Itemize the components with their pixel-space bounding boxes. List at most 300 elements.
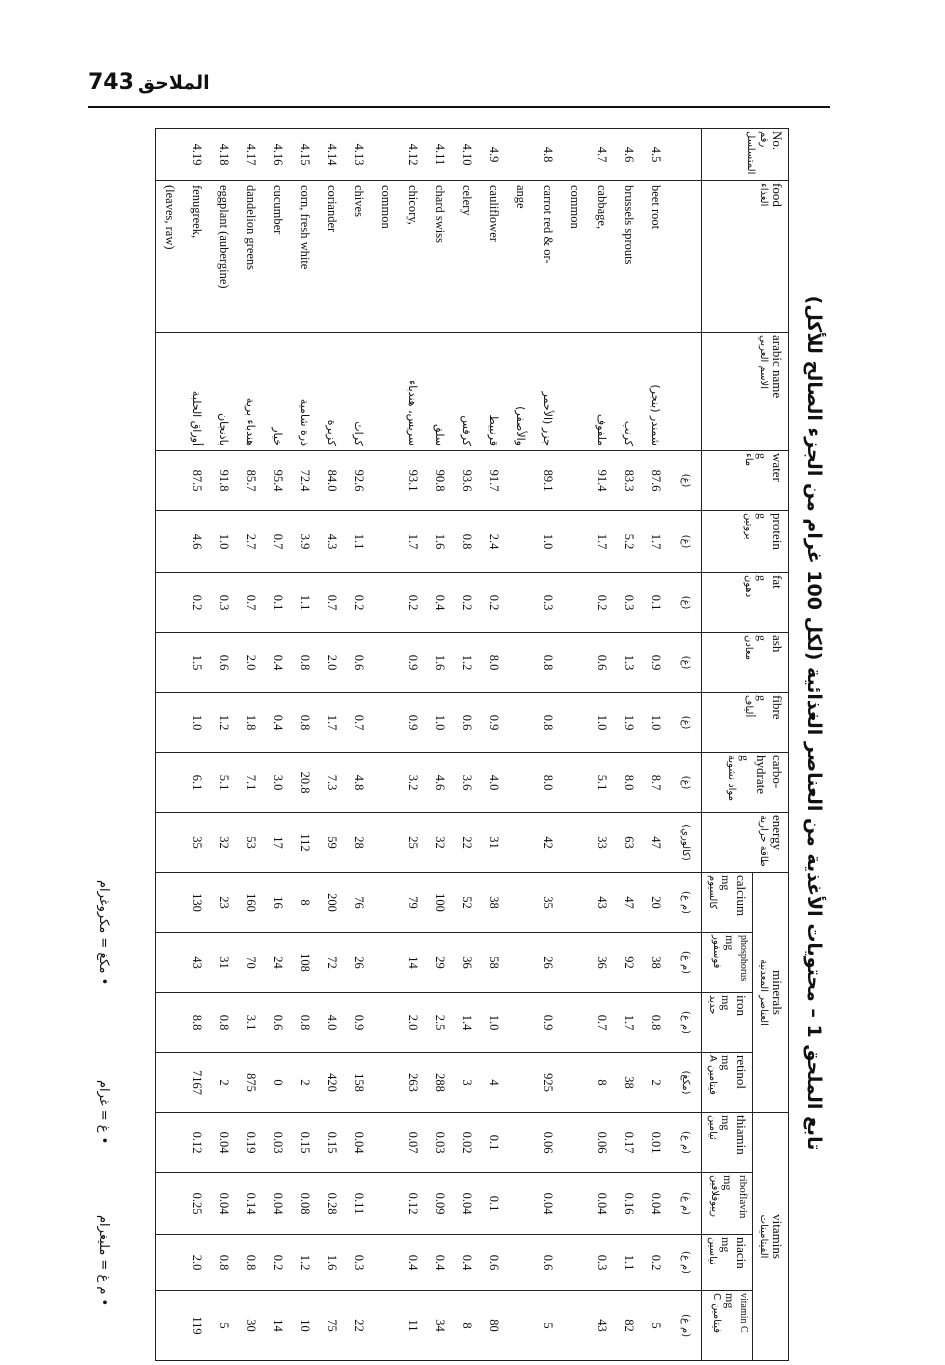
cell-carb: 7.3 <box>319 753 346 813</box>
cell-food: brussels sprouts <box>616 181 643 333</box>
cell-carb: 4.0 <box>481 753 508 813</box>
cell-no: 4.10 <box>454 129 481 181</box>
cell-thiamin: 0.1 <box>481 1113 508 1173</box>
cell-carb: 20.8 <box>292 753 319 813</box>
cell-thiamin: 0.03 <box>265 1113 292 1173</box>
cell-ash: 0.9 <box>400 633 427 693</box>
cell-no <box>373 129 400 181</box>
cell-calcium <box>562 873 589 933</box>
cell-carb <box>373 753 400 813</box>
cell-food: fenugreek, <box>184 181 211 333</box>
cell-arabic: أوراق الحلبة <box>184 333 211 451</box>
unit-cell: (م غ) <box>670 993 703 1053</box>
cell-phosphorus: 70 <box>238 933 265 993</box>
cell-phosphorus: 36 <box>589 933 616 993</box>
table-row <box>156 129 184 1361</box>
unit-cell <box>670 129 703 181</box>
cell-ash: 1.2 <box>454 633 481 693</box>
cell-protein: 0.8 <box>454 511 481 573</box>
cell-calcium: 38 <box>481 873 508 933</box>
unit-cell: (غ) <box>670 633 703 693</box>
cell-phosphorus: 26 <box>346 933 373 993</box>
cell-carb: 4.6 <box>427 753 454 813</box>
cell-niacin <box>156 1235 184 1291</box>
cell-carb: 3.2 <box>400 753 427 813</box>
cell-protein: 3.9 <box>292 511 319 573</box>
cell-carb: 3.6 <box>454 753 481 813</box>
cell-retinol: 158 <box>346 1053 373 1113</box>
cell-vitc <box>373 1291 400 1361</box>
cell-vitc <box>562 1291 589 1361</box>
unit-cell <box>670 333 703 451</box>
cell-carb: 8.7 <box>643 753 670 813</box>
table-row <box>535 129 562 1361</box>
cell-fibre: 1.0 <box>643 693 670 753</box>
cell-energy: 47 <box>643 813 670 873</box>
cell-ash: 0.6 <box>346 633 373 693</box>
cell-calcium: 43 <box>589 873 616 933</box>
cell-ash: 2.0 <box>238 633 265 693</box>
cell-energy: 17 <box>265 813 292 873</box>
cell-thiamin: 0.17 <box>616 1113 643 1173</box>
cell-fibre: 0.8 <box>292 693 319 753</box>
cell-ash: 0.8 <box>535 633 562 693</box>
unit-cell: (م غ) <box>670 1173 703 1235</box>
cell-fat: 0.3 <box>535 573 562 633</box>
cell-vitc: 5 <box>643 1291 670 1361</box>
cell-fibre: 0.9 <box>400 693 427 753</box>
cell-carb: 7.1 <box>238 753 265 813</box>
col-calcium: calcium mg كالسيوم <box>702 873 753 933</box>
cell-water: 84.0 <box>319 451 346 511</box>
cell-niacin: 1.1 <box>616 1235 643 1291</box>
cell-ash: 0.6 <box>589 633 616 693</box>
cell-energy: 42 <box>535 813 562 873</box>
cell-no: 4.9 <box>481 129 508 181</box>
col-retinol: retinol mg فيتامين A <box>702 1053 753 1113</box>
cell-retinol: 8 <box>589 1053 616 1113</box>
cell-water <box>156 451 184 511</box>
cell-iron: 0.8 <box>292 993 319 1053</box>
cell-arabic: كراث <box>346 333 373 451</box>
cell-phosphorus: 29 <box>427 933 454 993</box>
cell-phosphorus <box>508 933 535 993</box>
cell-thiamin: 0.19 <box>238 1113 265 1173</box>
unit-cell: (غ) <box>670 511 703 573</box>
table-row <box>346 129 373 1361</box>
cell-calcium: 35 <box>535 873 562 933</box>
cell-fat <box>156 573 184 633</box>
cell-riboflavin: 0.28 <box>319 1173 346 1235</box>
cell-iron: 4.0 <box>319 993 346 1053</box>
cell-riboflavin: 0.04 <box>535 1173 562 1235</box>
cell-iron: 2.5 <box>427 993 454 1053</box>
cell-protein: 1.0 <box>211 511 238 573</box>
cell-phosphorus <box>562 933 589 993</box>
cell-phosphorus: 14 <box>400 933 427 993</box>
cell-fibre: 1.2 <box>211 693 238 753</box>
cell-arabic: ملفوف <box>589 333 616 451</box>
cell-vitc <box>156 1291 184 1361</box>
cell-food: cauliflower <box>481 181 508 333</box>
cell-carb: 3.0 <box>265 753 292 813</box>
col-carbohydrate: carbo-hydrate g مواد نشوية <box>702 753 789 813</box>
cell-phosphorus: 108 <box>292 933 319 993</box>
cell-retinol: 38 <box>616 1053 643 1113</box>
cell-ash <box>156 633 184 693</box>
cell-food: celery <box>454 181 481 333</box>
cell-iron: 0.9 <box>535 993 562 1053</box>
cell-retinol: 7167 <box>184 1053 211 1113</box>
cell-niacin: 0.6 <box>481 1235 508 1291</box>
unit-cell: (غ) <box>670 451 703 511</box>
unit-cell: (م غ) <box>670 1291 703 1361</box>
cell-retinol: 263 <box>400 1053 427 1113</box>
cell-iron: 0.8 <box>643 993 670 1053</box>
cell-food: beet root <box>643 181 670 333</box>
cell-retinol: 0 <box>265 1053 292 1113</box>
cell-niacin: 0.2 <box>643 1235 670 1291</box>
cell-energy: 35 <box>184 813 211 873</box>
cell-vitc: 14 <box>265 1291 292 1361</box>
cell-protein: 2.7 <box>238 511 265 573</box>
cell-energy: 28 <box>346 813 373 873</box>
cell-vitc: 10 <box>292 1291 319 1361</box>
cell-retinol: 2 <box>643 1053 670 1113</box>
cell-fat: 0.4 <box>427 573 454 633</box>
cell-niacin: 0.8 <box>211 1235 238 1291</box>
cell-water: 72.4 <box>292 451 319 511</box>
cell-calcium: 16 <box>265 873 292 933</box>
cell-iron <box>562 993 589 1053</box>
cell-thiamin <box>156 1113 184 1173</box>
cell-calcium: 52 <box>454 873 481 933</box>
cell-fat: 0.7 <box>319 573 346 633</box>
cell-energy: 63 <box>616 813 643 873</box>
page-number: 743 <box>88 70 134 95</box>
cell-fibre <box>508 693 535 753</box>
cell-no: 4.12 <box>400 129 427 181</box>
cell-retinol <box>373 1053 400 1113</box>
cell-niacin: 0.8 <box>238 1235 265 1291</box>
unit-row <box>670 129 703 1361</box>
cell-food: chives <box>346 181 373 333</box>
cell-water: 91.8 <box>211 451 238 511</box>
cell-protein: 4.3 <box>319 511 346 573</box>
cell-calcium: 200 <box>319 873 346 933</box>
cell-vitc: 80 <box>481 1291 508 1361</box>
cell-arabic <box>373 333 400 451</box>
cell-protein <box>508 511 535 573</box>
cell-protein: 1.6 <box>427 511 454 573</box>
cell-retinol: 4 <box>481 1053 508 1113</box>
cell-niacin <box>373 1235 400 1291</box>
cell-fibre <box>156 693 184 753</box>
cell-no: 4.11 <box>427 129 454 181</box>
table-row <box>616 129 643 1361</box>
cell-protein: 4.6 <box>184 511 211 573</box>
cell-niacin: 1.6 <box>319 1235 346 1291</box>
rotated-table <box>118 128 833 1338</box>
cell-phosphorus: 72 <box>319 933 346 993</box>
cell-ash: 1.5 <box>184 633 211 693</box>
cell-protein: 0.7 <box>265 511 292 573</box>
table-row <box>481 129 508 1361</box>
cell-water: 93.1 <box>400 451 427 511</box>
cell-riboflavin <box>562 1173 589 1235</box>
col-water: water g ماء <box>702 451 789 511</box>
table-title: تابع الملحق 1 – محتويات الأغذية من العناصر الغذائية (لكل 100 غرام من الجزء الصالح للأكل) <box>803 295 825 1151</box>
cell-retinol <box>508 1053 535 1113</box>
cell-fibre: 1.9 <box>616 693 643 753</box>
cell-arabic <box>562 333 589 451</box>
cell-fibre <box>562 693 589 753</box>
cell-fibre: 0.4 <box>265 693 292 753</box>
cell-riboflavin: 0.08 <box>292 1173 319 1235</box>
cell-arabic: كزبرة <box>319 333 346 451</box>
cell-carb: 5.1 <box>211 753 238 813</box>
cell-arabic: جزر (الأحمر <box>535 333 562 451</box>
cell-iron: 3.1 <box>238 993 265 1053</box>
cell-arabic: هندباء برية <box>238 333 265 451</box>
cell-niacin: 0.4 <box>454 1235 481 1291</box>
table-row <box>319 129 346 1361</box>
footnote-g: • غ = غرام <box>96 1080 111 1145</box>
col-riboflavin: riboflavin mg ريبوفلافين <box>702 1173 753 1235</box>
cell-riboflavin <box>373 1173 400 1235</box>
cell-niacin: 0.4 <box>400 1235 427 1291</box>
cell-fibre: 1.7 <box>319 693 346 753</box>
cell-niacin: 0.4 <box>427 1235 454 1291</box>
cell-niacin: 0.3 <box>589 1235 616 1291</box>
group-vitamins: vitamins الفيتامينات <box>753 1113 789 1361</box>
cell-riboflavin: 0.1 <box>481 1173 508 1235</box>
table-row <box>184 129 211 1361</box>
cell-carb: 5.1 <box>589 753 616 813</box>
cell-no: 4.6 <box>616 129 643 181</box>
cell-no <box>562 129 589 181</box>
table-row <box>238 129 265 1361</box>
cell-energy: 32 <box>427 813 454 873</box>
cell-arabic: ذرة شامية <box>292 333 319 451</box>
cell-arabic: شمندر (بنجر) <box>643 333 670 451</box>
cell-calcium: 100 <box>427 873 454 933</box>
cell-arabic: باذنجان <box>211 333 238 451</box>
cell-ash: 1.6 <box>427 633 454 693</box>
col-fibre: fibre g ألياف <box>702 693 789 753</box>
cell-retinol: 2 <box>292 1053 319 1113</box>
cell-calcium: 160 <box>238 873 265 933</box>
cell-fat: 0.2 <box>481 573 508 633</box>
cell-vitc: 8 <box>454 1291 481 1361</box>
unit-cell <box>670 181 703 333</box>
cell-energy: 112 <box>292 813 319 873</box>
cell-calcium: 47 <box>616 873 643 933</box>
cell-vitc: 11 <box>400 1291 427 1361</box>
col-food: food الغذاء <box>702 181 789 333</box>
cell-fat: 0.2 <box>184 573 211 633</box>
cell-vitc: 30 <box>238 1291 265 1361</box>
unit-cell: (غ) <box>670 693 703 753</box>
cell-calcium: 79 <box>400 873 427 933</box>
table-row <box>589 129 616 1361</box>
cell-no: 4.17 <box>238 129 265 181</box>
cell-energy: 32 <box>211 813 238 873</box>
cell-iron: 0.9 <box>346 993 373 1053</box>
cell-fat <box>508 573 535 633</box>
cell-iron <box>508 993 535 1053</box>
cell-vitc: 119 <box>184 1291 211 1361</box>
cell-vitc: 5 <box>535 1291 562 1361</box>
cell-niacin: 0.2 <box>265 1235 292 1291</box>
cell-food: chicory, <box>400 181 427 333</box>
cell-carb: 8.0 <box>616 753 643 813</box>
cell-riboflavin <box>156 1173 184 1235</box>
col-fat: fat g دهون <box>702 573 789 633</box>
cell-iron: 0.8 <box>211 993 238 1053</box>
unit-cell: (كالوري) <box>670 813 703 873</box>
cell-thiamin: 0.02 <box>454 1113 481 1173</box>
cell-no: 4.16 <box>265 129 292 181</box>
cell-ash <box>508 633 535 693</box>
cell-fat: 0.1 <box>643 573 670 633</box>
cell-thiamin: 0.15 <box>319 1113 346 1173</box>
cell-ash <box>373 633 400 693</box>
cell-niacin: 2.0 <box>184 1235 211 1291</box>
cell-calcium: 23 <box>211 873 238 933</box>
cell-thiamin: 0.04 <box>211 1113 238 1173</box>
cell-food: ange <box>508 181 535 333</box>
cell-water <box>562 451 589 511</box>
cell-energy: 25 <box>400 813 427 873</box>
col-no: No. رقم المتسلسل <box>702 129 789 181</box>
unit-cell: (م غ) <box>670 1235 703 1291</box>
cell-calcium: 20 <box>643 873 670 933</box>
cell-iron: 1.0 <box>481 993 508 1053</box>
cell-phosphorus <box>373 933 400 993</box>
col-vitamin-c: vitamin C mg فيتامين C <box>702 1291 753 1361</box>
cell-thiamin: 0.04 <box>346 1113 373 1173</box>
cell-riboflavin <box>508 1173 535 1235</box>
col-iron: iron mg حديد <box>702 993 753 1053</box>
cell-thiamin: 0.12 <box>184 1113 211 1173</box>
cell-retinol: 420 <box>319 1053 346 1113</box>
cell-iron: 1.7 <box>616 993 643 1053</box>
cell-retinol: 875 <box>238 1053 265 1113</box>
col-phosphorus: phosphorus mg فوسفور <box>702 933 753 993</box>
cell-energy: 33 <box>589 813 616 873</box>
cell-food: common <box>373 181 400 333</box>
cell-no <box>156 129 184 181</box>
cell-arabic: سلق <box>427 333 454 451</box>
cell-phosphorus: 43 <box>184 933 211 993</box>
cell-fat: 0.3 <box>211 573 238 633</box>
cell-energy <box>508 813 535 873</box>
cell-thiamin <box>373 1113 400 1173</box>
cell-carb <box>156 753 184 813</box>
cell-protein <box>562 511 589 573</box>
cell-food: common <box>562 181 589 333</box>
cell-fat: 0.7 <box>238 573 265 633</box>
cell-vitc <box>508 1291 535 1361</box>
footnote-mcg-side: • مكغ = مكروغرام <box>96 880 111 986</box>
cell-carb <box>508 753 535 813</box>
cell-food: carrot red & or- <box>535 181 562 333</box>
section-label: الملاحق <box>138 72 210 94</box>
cell-thiamin: 0.01 <box>643 1113 670 1173</box>
cell-fibre: 1.0 <box>184 693 211 753</box>
cell-energy: 22 <box>454 813 481 873</box>
cell-no: 4.8 <box>535 129 562 181</box>
cell-food: coriander <box>319 181 346 333</box>
cell-riboflavin: 0.04 <box>643 1173 670 1235</box>
cell-riboflavin: 0.25 <box>184 1173 211 1235</box>
cell-thiamin <box>508 1113 535 1173</box>
unit-cell: (م غ) <box>670 1113 703 1173</box>
cell-retinol: 925 <box>535 1053 562 1113</box>
cell-food: chard swiss <box>427 181 454 333</box>
cell-calcium <box>373 873 400 933</box>
nutrient-table <box>156 128 790 1361</box>
cell-arabic: والأصفر) <box>508 333 535 451</box>
table-row <box>373 129 400 1361</box>
cell-phosphorus: 31 <box>211 933 238 993</box>
cell-water: 92.6 <box>346 451 373 511</box>
table-body <box>156 129 702 1361</box>
cell-fat: 0.2 <box>454 573 481 633</box>
cell-ash: 0.8 <box>292 633 319 693</box>
cell-phosphorus: 24 <box>265 933 292 993</box>
cell-protein: 1.7 <box>589 511 616 573</box>
cell-food: eggplant (aubergine) <box>211 181 238 333</box>
cell-ash: 0.4 <box>265 633 292 693</box>
cell-fibre: 0.6 <box>454 693 481 753</box>
cell-no: 4.5 <box>643 129 670 181</box>
table-row <box>427 129 454 1361</box>
cell-no: 4.7 <box>589 129 616 181</box>
cell-energy <box>156 813 184 873</box>
cell-iron: 8.8 <box>184 993 211 1053</box>
cell-protein: 1.1 <box>346 511 373 573</box>
col-energy: energy طاقة حرارية <box>702 813 789 873</box>
cell-carb: 6.1 <box>184 753 211 813</box>
cell-fat <box>562 573 589 633</box>
cell-vitc: 5 <box>211 1291 238 1361</box>
cell-fat: 0.1 <box>265 573 292 633</box>
page-header <box>0 70 945 104</box>
cell-energy: 31 <box>481 813 508 873</box>
cell-water: 85.7 <box>238 451 265 511</box>
unit-cell: (غ) <box>670 753 703 813</box>
cell-carb: 8.0 <box>535 753 562 813</box>
cell-riboflavin: 0.12 <box>400 1173 427 1235</box>
footnote-mg: • م غ = مليغرام <box>96 1215 111 1307</box>
cell-riboflavin: 0.04 <box>454 1173 481 1235</box>
cell-energy <box>562 813 589 873</box>
cell-fibre: 1.0 <box>589 693 616 753</box>
cell-arabic: كرنب <box>616 333 643 451</box>
cell-water: 89.1 <box>535 451 562 511</box>
col-ash: ash g معادن <box>702 633 789 693</box>
cell-protein <box>373 511 400 573</box>
cell-retinol: 2 <box>211 1053 238 1113</box>
table-row <box>400 129 427 1361</box>
table-row <box>292 129 319 1361</box>
cell-arabic: سريس، هندباء <box>400 333 427 451</box>
cell-energy <box>373 813 400 873</box>
header-rule <box>88 106 830 108</box>
cell-retinol: 288 <box>427 1053 454 1113</box>
